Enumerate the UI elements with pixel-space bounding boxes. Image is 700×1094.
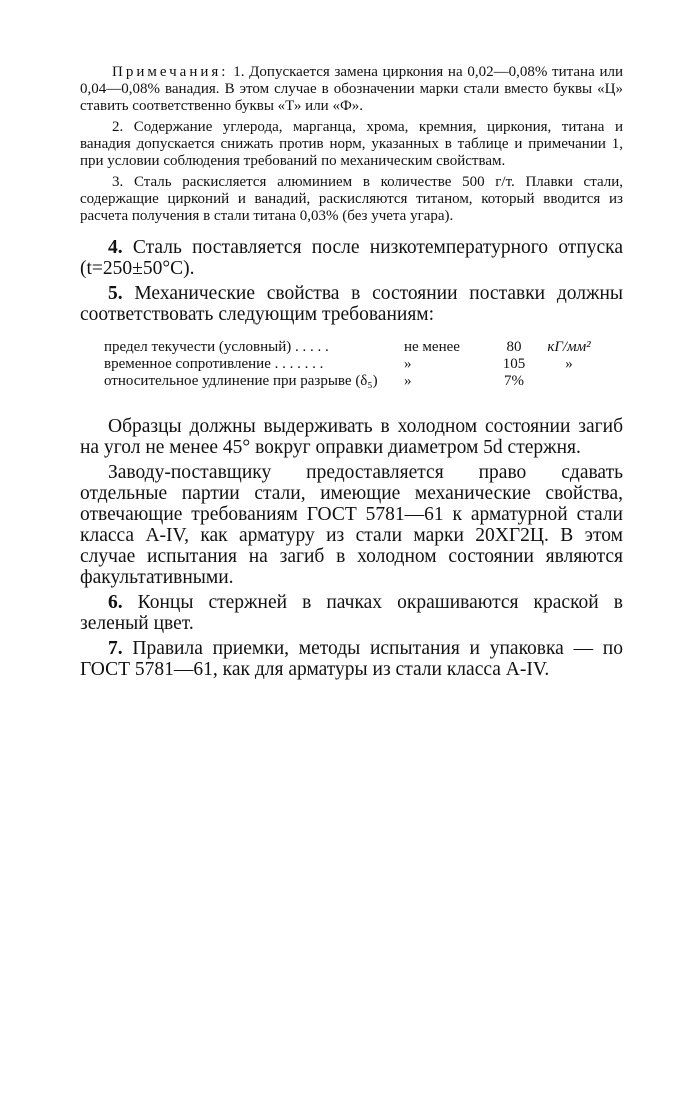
property-unit: »	[565, 356, 573, 372]
main-text	[80, 237, 623, 680]
note-2: 2. Содержание углерода, марганца, хрома, кремния, циркония, титана и ванадия допускается снижать против норм, указанных в таблице и примечании 1, при условии соблюдения требований по механическим свойствам.	[80, 119, 623, 169]
note-3: 3. Сталь раскисляется алюминием в количестве 500 г/т. Плавки стали, содержащие цирконий и ванадий, раскисляются титаном, который вводится из расчета получения в стали титана 0,03% (без учета угара).	[80, 174, 623, 224]
property-condition: »	[404, 356, 412, 372]
mechanical-properties-list	[80, 339, 623, 390]
property-condition: не менее	[404, 339, 460, 355]
property-name: предел текучести (условный) . . . . .	[104, 339, 329, 355]
property-name: временное сопротивление . . . . . . .	[104, 356, 324, 372]
property-unit: кГ/мм²	[547, 339, 591, 355]
paragraph-4	[80, 237, 623, 279]
property-row	[104, 356, 623, 373]
paragraph-5-text: Механические свойства в состоянии поставки должны соответствовать следующим требованиям:	[80, 283, 623, 325]
property-condition: »	[404, 373, 412, 389]
property-row	[104, 339, 623, 356]
note-1	[80, 64, 623, 115]
paragraph-6-text: Концы стержней в пачках окрашиваются краской в зеленый цвет.	[80, 592, 623, 634]
paragraph-7-text: Правила приемки, методы испытания и упаковка — по ГОСТ 5781—61, как для арматуры из стали класса А-IV.	[80, 638, 623, 680]
property-value: 105	[502, 356, 526, 372]
paragraph-7-number: 7.	[108, 638, 123, 659]
paragraph-7	[80, 638, 623, 680]
property-unit	[544, 373, 594, 390]
property-name: относительное удлинение при разрыве (δ₅)	[104, 373, 378, 389]
property-value: 80	[506, 339, 522, 355]
note-1-text: 1. Допускается замена циркония на 0,02—0,08% титана или 0,04—0,08% ванадия. В этом случае в обозначении марки стали вместо буквы «Ц» ставить соответственно буквы «Т» или «Ф».	[80, 64, 623, 114]
document-page	[80, 64, 623, 684]
paragraph-5	[80, 283, 623, 325]
notes-label: Примечания:	[112, 64, 229, 80]
property-row	[104, 373, 623, 390]
notes-section	[80, 64, 623, 225]
paragraph-supplier: Заводу-поставщику предоставляется право сдавать отдельные партии стали, имеющие механические свойства, отвечающие требованиям ГОСТ 5781—61 к арматурной стали класса А-IV, как арматуру из стали марки 20ХГ2Ц. В этом случае испытания на загиб в холодном состоянии являются факультативными.	[80, 462, 623, 588]
paragraph-bend-test: Образцы должны выдерживать в холодном состоянии загиб на угол не менее 45° вокруг оправки диаметром 5d стержня.	[80, 416, 623, 458]
paragraph-6	[80, 592, 623, 634]
paragraph-6-number: 6.	[108, 592, 123, 613]
paragraph-5-number: 5.	[108, 283, 123, 304]
paragraph-4-number: 4.	[108, 237, 123, 258]
property-value: 7%	[504, 373, 524, 389]
paragraph-4-text: Сталь поставляется после низкотемпературного отпуска (t=250±50°С).	[80, 237, 624, 279]
